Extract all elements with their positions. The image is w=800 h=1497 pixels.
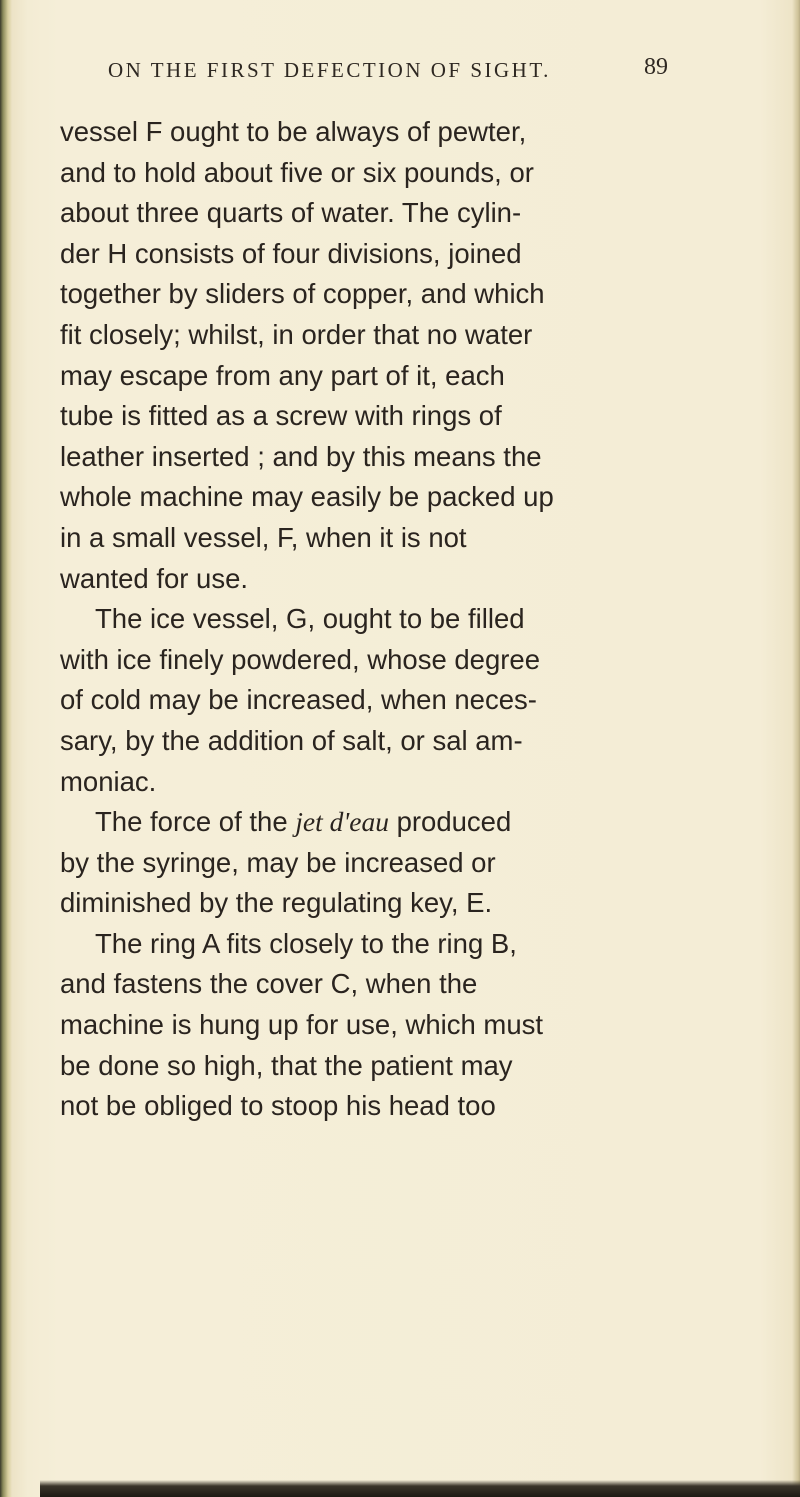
text-line: and to hold about five or six pounds, or bbox=[60, 156, 534, 188]
text-line: whole machine may easily be packed up bbox=[60, 481, 554, 513]
text-line: be done so high, that the patient may bbox=[60, 1049, 513, 1081]
text-line: tube is fitted as a screw with rings of bbox=[60, 400, 502, 432]
text-line: not be obliged to stoop his head too bbox=[60, 1090, 496, 1122]
italic-term: jet d'eau bbox=[295, 806, 389, 838]
text-line: together by sliders of copper, and which bbox=[60, 278, 545, 310]
paragraph-start-line: The ice vessel, G, ought to be filled bbox=[95, 603, 525, 635]
text-line: leather inserted ; and by this means the bbox=[60, 440, 542, 472]
paragraph-start-line: The ring A fits closely to the ring B, bbox=[95, 927, 517, 959]
text-line: by the syringe, may be increased or bbox=[60, 846, 496, 878]
text-line: diminished by the regulating key, E. bbox=[60, 887, 493, 919]
text-line: and fastens the cover C, when the bbox=[60, 968, 478, 1000]
text-line: may escape from any part of it, each bbox=[60, 359, 505, 391]
text-line: about three quarts of water. The cylin- bbox=[60, 197, 522, 229]
running-head-title: ON THE FIRST DEFECTION OF SIGHT. bbox=[108, 58, 551, 82]
text-run: produced bbox=[388, 806, 512, 838]
text-line: wanted for use. bbox=[60, 562, 249, 594]
paragraph-start-line bbox=[60, 802, 760, 843]
text-line: fit closely; whilst, in order that no water bbox=[60, 318, 533, 350]
text-line: machine is hung up for use, which must bbox=[60, 1009, 544, 1041]
text-line: sary, by the addition of salt, or sal am- bbox=[60, 724, 523, 756]
page-bottom-edge bbox=[40, 1480, 800, 1497]
body-text bbox=[60, 112, 760, 1127]
text-line: moniac. bbox=[60, 765, 157, 797]
text-line: in a small vessel, F, when it is not bbox=[60, 521, 467, 553]
text-line: vessel F ought to be always of pewter, bbox=[60, 116, 527, 147]
text-line: with ice finely powdered, whose degree bbox=[60, 643, 541, 675]
text-line: der H consists of four divisions, joined bbox=[60, 237, 522, 269]
page-gutter-shadow bbox=[0, 0, 12, 1497]
page-number: 89 bbox=[644, 54, 668, 80]
page-edge-shadow bbox=[792, 0, 800, 1497]
running-head bbox=[108, 54, 668, 83]
text-line: of cold may be increased, when neces- bbox=[60, 684, 537, 716]
text-run: The force of the bbox=[95, 806, 296, 838]
